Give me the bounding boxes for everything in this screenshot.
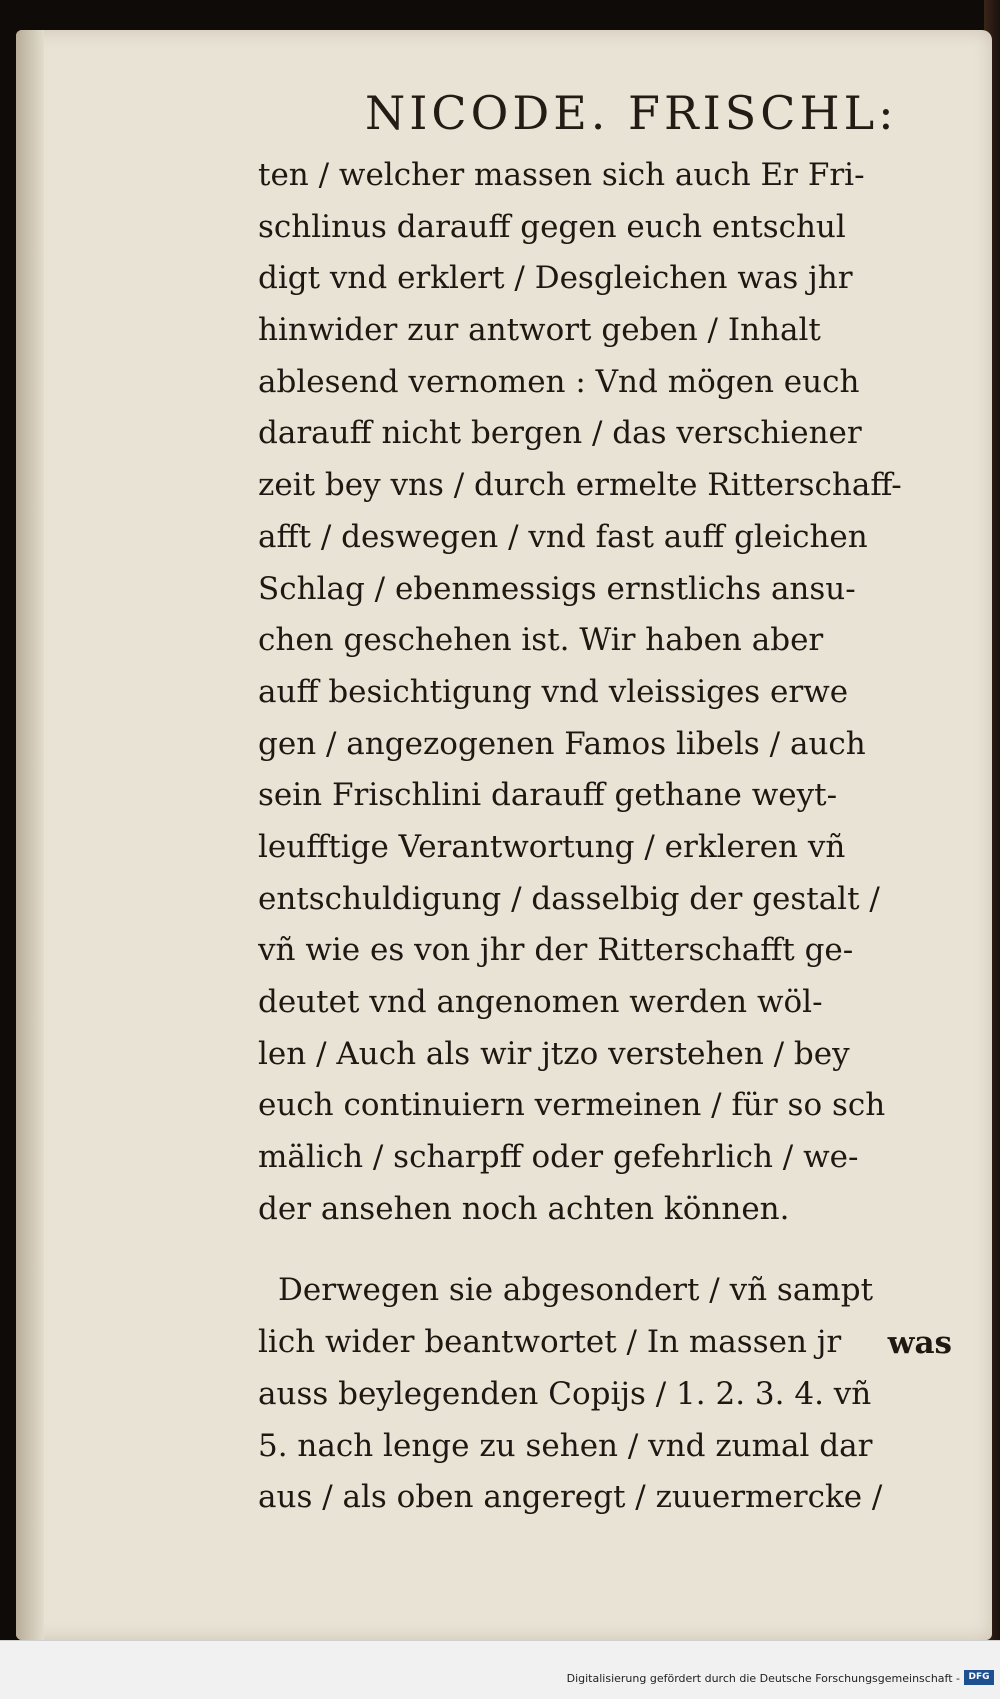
dfg-logo: DFG xyxy=(964,1670,994,1685)
text-line: auss beylegenden Copijs / 1. 2. 3. 4. vñ xyxy=(258,1375,872,1412)
text-line: len / Auch als wir jtzo verstehen / bey xyxy=(258,1035,850,1072)
text-line: vñ wie es von jhr der Ritterschafft ge- xyxy=(258,932,854,969)
text-line: digt vnd erklert / Desgleichen was jhr xyxy=(258,260,853,297)
text-line: zeit bey vns / durch ermelte Ritterschaff- xyxy=(258,467,902,504)
text-line: 5. nach lenge zu sehen / vnd zumal dar xyxy=(258,1427,873,1464)
text-block xyxy=(258,150,958,1524)
text-line: Derwegen sie abgesondert / vñ sampt xyxy=(278,1272,874,1309)
footer-bar xyxy=(0,1640,1000,1699)
paragraph-gap xyxy=(258,1235,958,1265)
text-line: gen / angezogenen Famos libels / auch xyxy=(258,725,866,762)
text-line: auff besichtigung vnd vleissiges erwe xyxy=(258,673,849,710)
text-line: ablesend vernomen : Vnd mögen euch xyxy=(258,363,860,400)
page-spine xyxy=(16,30,44,1640)
catchword: was xyxy=(887,1325,952,1361)
text-line: sein Frischlini darauff gethane weyt- xyxy=(258,777,838,814)
text-line: euch continuiern vermeinen / für so sch xyxy=(258,1087,886,1124)
text-line: hinwider zur antwort geben / Inhalt xyxy=(258,312,821,349)
text-line: der ansehen noch achten können. xyxy=(258,1190,790,1227)
text-line: schlinus darauff gegen euch entschul xyxy=(258,208,846,245)
text-line: lich wider beantwortet / In massen jr xyxy=(258,1324,842,1361)
running-head: NICODE. FRISCHL: xyxy=(365,86,898,140)
text-line: deutet vnd angenomen werden wöl- xyxy=(258,984,823,1020)
text-line: afft / deswegen / vnd fast auff gleichen xyxy=(258,518,868,555)
text-line: darauff nicht bergen / das verschiener xyxy=(258,415,862,452)
text-line: entschuldigung / dasselbig der gestalt / xyxy=(258,880,880,917)
text-line: aus / als oben angeregt / zuuermercke / xyxy=(258,1479,883,1516)
text-line: chen geschehen ist. Wir haben aber xyxy=(258,622,824,659)
text-line: Schlag / ebenmessigs ernstlichs ansu- xyxy=(258,570,856,607)
text-line: leufftige Verantwortung / erkleren vñ xyxy=(258,828,846,865)
text-line: mälich / scharpff oder gefehrlich / we- xyxy=(258,1139,859,1176)
text-line: ten / welcher massen sich auch Er Fri- xyxy=(258,157,865,193)
footer-credit: Digitalisierung gefördert durch die Deutsche Forschungsgemeinschaft - xyxy=(566,1672,960,1685)
